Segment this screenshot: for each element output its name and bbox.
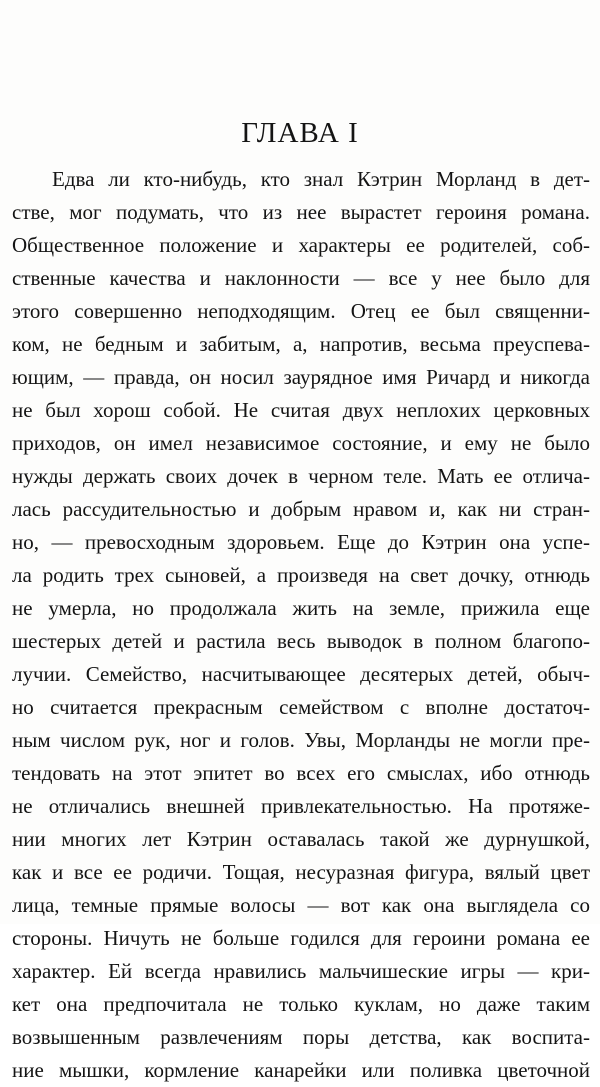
text-line: не отличались внешней привлекательностью. На протяже- — [12, 794, 590, 818]
text-line: но считается прекрасным семейством с вполне достаточ- — [12, 695, 590, 719]
text-line: нужды держать своих дочек в черном теле. Мать ее отлича- — [12, 464, 590, 488]
text-line: приходов, он имел независимое состояние, и ему не было — [12, 431, 590, 455]
text-line: но, — превосходным здоровьем. Еще до Кэтрин она успе- — [12, 530, 590, 554]
text-line: характер. Ей всегда нравились мальчишеские игры — кри- — [12, 959, 590, 983]
text-line: лась рассудительностью и добрым нравом и, как ни стран- — [12, 497, 590, 521]
text-line: как и все ее родичи. Тощая, несуразная фигура, вялый цвет — [12, 860, 590, 884]
text-line: ющим, — правда, он носил заурядное имя Ричард и никогда — [12, 365, 590, 389]
text-line: лучии. Семейство, насчитывающее десятерых детей, обыч- — [12, 662, 590, 686]
text-line: ла родить трех сыновей, а произведя на свет дочку, отнюдь — [12, 563, 590, 587]
text-line: Едва ли кто-нибудь, кто знал Кэтрин Морланд в дет- — [52, 167, 590, 191]
text-line: ние мышки, кормление канарейки или поливка цветочной — [12, 1058, 590, 1082]
text-line: нии многих лет Кэтрин оставалась такой же дурнушкой, — [12, 827, 590, 851]
text-line: ственные качества и наклонности — все у нее было для — [12, 266, 590, 290]
text-line: стве, мог подумать, что из нее вырастет героиня романа. — [12, 200, 590, 224]
text-line: лица, темные прямые волосы — вот как она выглядела со — [12, 893, 590, 917]
text-line: тендовать на этот эпитет во всех его смыслах, ибо отнюдь — [12, 761, 590, 785]
text-line: Общественное положение и характеры ее родителей, соб- — [12, 233, 590, 257]
text-line: стороны. Ничуть не больше годился для героини романа ее — [12, 926, 590, 950]
text-line: шестерых детей и растила весь выводок в полном благопо- — [12, 629, 590, 653]
chapter-title: ГЛАВА I — [241, 117, 359, 149]
text-line: возвышенным развлечениям поры детства, как воспита- — [12, 1025, 590, 1049]
text-line: не умерла, но продолжала жить на земле, прижила еще — [12, 596, 590, 620]
text-line: ным числом рук, ног и голов. Увы, Морланды не могли пре- — [12, 728, 590, 752]
text-line: не был хорош собой. Не считая двух неплохих церковных — [12, 398, 590, 422]
text-line: этого совершенно неподходящим. Отец ее был священни- — [12, 299, 590, 323]
text-line: кет она предпочитала не только куклам, но даже таким — [12, 992, 590, 1016]
text-line: ком, не бедным и забитым, а, напротив, весьма преуспева- — [12, 332, 590, 356]
chapter-body — [12, 163, 590, 1087]
